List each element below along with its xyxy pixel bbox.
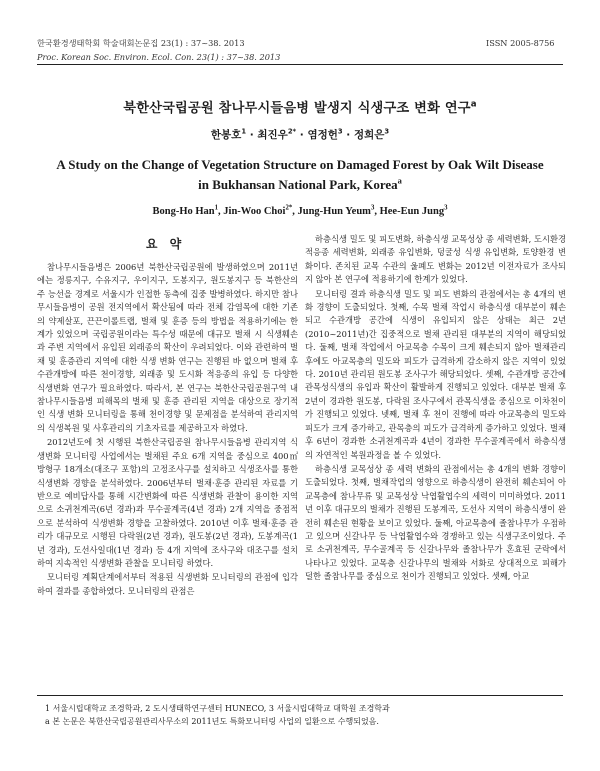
footnote-divider bbox=[37, 695, 563, 696]
footnotes bbox=[45, 702, 565, 728]
title-english-line-2 bbox=[0, 177, 600, 193]
author-en-name: Jung-Hun Yeum bbox=[297, 206, 371, 217]
author-en-affiliation-mark: 3 bbox=[370, 204, 375, 212]
title-korean bbox=[0, 97, 600, 116]
author-ko-affiliation-mark: 3 bbox=[337, 127, 343, 136]
body-column-left bbox=[37, 261, 298, 599]
author-ko-name: 한봉호 bbox=[210, 129, 242, 141]
body-column-right bbox=[305, 233, 566, 585]
author-ko-name: 최진우 bbox=[257, 129, 288, 141]
author-en-affiliation-mark: 1 bbox=[214, 204, 219, 212]
author-ko-name: 정희은 bbox=[353, 129, 385, 141]
authors-english bbox=[0, 206, 600, 217]
header-divider bbox=[37, 64, 563, 65]
title-english-footnote-mark: a bbox=[397, 175, 402, 186]
author-en-name: Bong-Ho Han bbox=[152, 206, 215, 217]
body-paragraph: 모니터링 계획단계에서부터 적용된 식생변화 모니터링의 관점에 입각하여 결과를 종합하였다. 모니터링의 관점은 bbox=[37, 572, 298, 596]
title-korean-footnote-mark: a bbox=[470, 99, 477, 110]
title-korean-text: 북한산국립공원 참나무시들음병 발생지 식생구조 변화 연구 bbox=[123, 101, 471, 116]
journal-citation-ko: 한국환경생태학회 학술대회논문집 23(1) : 37~38. 2013 bbox=[37, 38, 245, 48]
author-ko-affiliation-mark: 1 bbox=[241, 127, 247, 136]
body-paragraph: 참나무시들음병은 2006년 북한산국립공원에 발생하였으며 2011년에는 정릉지구, 수유지구, 우이지구, 도봉지구, 원도봉지구 등 북한산의 주 능선을 경계로 서울시가 인접한 동측에 집중 발병하였다. 하지만 참나무시들음병이 공원 전지역에서 확산됨에 따라 전체 감염목에 대한 기존의 약제살포, 끈끈이롤트랩, 벌채 및 훈증 등의 방법을 적용하기에는 한계가 있었으며 국립공원이라는 특수성 때문에 대규모 벌채 시 식생훼손과 주변 지역에서 유입된 외래종의 확산이 우려되었다. 이와 관련하여 벌채 및 훈증관리 지역에 대한 식생 변화 연구는 진행된 바 없으며 벌채 후 수관개방에 따른 천이경향, 외래종 및 도시화 적응종의 유입 등 다양한 식생변화 연구가 필요하였다. 따라서, 본 연구는 북한산국립공원구역 내 참나무시들음병 피해목의 벌채 및 훈증 관리된 지역을 대상으로 장기적인 식생 변화 모니터링을 통해 천이경향 및 문제점을 분석하여 관리지역의 식생복원 및 사후관리의 기초자료를 제공하고자 하였다. bbox=[37, 262, 298, 433]
author-ko-separator: · bbox=[342, 129, 354, 141]
author-ko-separator: · bbox=[246, 129, 258, 141]
author-en-affiliation-mark: 3 bbox=[444, 204, 448, 212]
title-english-line-2-text: in Bukhansan National Park, Korea bbox=[198, 177, 398, 192]
author-en-affiliation-mark: 2* bbox=[285, 204, 293, 212]
author-en-name: Hee-Eun Jung bbox=[379, 206, 445, 217]
body-paragraph: 하층식생 밀도 및 피도변화, 하층식생 교목성상 종 세력변화, 도시환경 적응종 세력변화, 외래종 유입변화, 덩굴성 식생 유입변화, 토양환경 변화이다. 존치된 교목 수관의 울폐도 변화는 2012년 이전자료가 조사되지 않아 본 연구에 적용하기에 한계가 있었다. bbox=[305, 234, 566, 285]
author-en-name: Jin-Woo Choi bbox=[223, 206, 286, 217]
body-paragraph: 하층식생 교목성상 종 세력 변화의 관점에서는 총 4개의 변화 경향이 도출되었다. 첫째, 벌채작업의 영향으로 하층식생이 완전히 훼손되어 아교목층에 참나무류 및 교목성상 낙엽활엽수의 세력이 미미하였다. 2011년 이후 대규모의 벌채가 진행된 도봉계곡, 도선사 지역이 하층식생이 완전히 훼손된 현황을 보이고 있었다. 둘째, 아교목층에 졸참나무가 우점하고 있으며 신갈나무 등 낙엽활엽수와 경쟁하고 있는 식생구조이었다. 주로 소귀천계곡, 무수골계곡 등 신갈나무와 졸참나무가 혼효된 군락에서 나타나고 있었다. 교목층 신갈나무의 벌채와 서화로 상대적으로 피해가 덜한 졸참나무를 중심으로 천이가 진행되고 있었다. 셋째, 아교 bbox=[305, 463, 566, 582]
author-ko-name: 염정헌 bbox=[307, 129, 338, 141]
author-en-separator: , bbox=[292, 206, 298, 217]
title-english-line-1: A Study on the Change of Vegetation Structure on Damaged Forest by Oak Wilt Disease bbox=[56, 157, 544, 172]
author-ko-affiliation-mark: 2* bbox=[287, 127, 297, 136]
abstract-heading: 요 약 bbox=[145, 237, 186, 251]
author-en-separator: , bbox=[218, 206, 224, 217]
author-en-separator: , bbox=[374, 206, 380, 217]
journal-citation-en: Proc. Korean Soc. Environ. Ecol. Con. 23(1) : 37~38. 2013 bbox=[37, 52, 281, 62]
authors-korean bbox=[0, 127, 600, 142]
author-ko-affiliation-mark: 3 bbox=[384, 127, 390, 136]
footnote-line: 1 서울시립대학교 조경학과, 2 도시생태학연구센터 HUNECO, 3 서울시립대학교 대학원 조경학과 bbox=[45, 704, 390, 713]
issn-label: ISSN 2005-8756 bbox=[486, 38, 555, 48]
body-paragraph: 모니터링 결과 하층식생 밀도 및 피도 변화의 관점에서는 총 4개의 변화 경향이 도출되었다. 첫째, 수목 벌채 작업시 하층식생 대부분이 훼손되고 수관개방 공간에 식생이 유입되지 않은 상태는 최근 2년(2010~2011년)간 집중적으로 벌채 관리된 대부분의 지역이 해당되었다. 둘째, 벌채 작업에서 아교목층 수목이 크게 훼손되지 않아 벌채관리 후에도 아교목층의 밀도와 피도가 급격하게 감소하지 않은 지역이 있었다. 2010년 관리된 원도봉 조사구가 해당되었다. 셋째, 수관개방 공간에 관목성식생의 유입과 확산이 활발하게 진행되고 있었다. 대부분 벌채 후 2년이 경과한 원도봉, 다락원 조사구에서 관목식생을 중심으로 이차천이가 진행되고 있었다. 넷째, 벌채 후 천이 진행에 따라 아교목층의 밀도와 피도가 크게 증가하고, 관목층의 피도가 급격하게 증가하고 있었다. 벌채 후 6년이 경과한 소귀천계곡과 4년이 경과한 무수골계곡에서 하층식생의 자연적인 복원과정을 볼 수 있었다. bbox=[305, 288, 566, 460]
body-paragraph: 2012년도에 첫 시행된 북한산국립공원 참나무시들음병 관리지역 식생변화 모니터링 사업에서는 벌채된 주요 6개 지역을 중심으로 400㎡ 방형구 18개소(대조구 포함)의 고정조사구를 설치하고 식생조사를 통한 식생변화 경향을 분석하였다. 2006년부터 벌채·훈증 관리된 자료를 기반으로 예비답사를 통해 시간변화에 따른 식생변화 관찰이 용이한 지역으로 소귀천계곡(6년 경과)과 무수골계곡(4년 경과) 2개 지역을 중점적으로 분석하여 식생변화 경향을 고찰하였다. 2010년 이후 벌채·훈증 관리가 대규모로 시행된 다락원(2년 경과), 원도봉(2년 경과), 도봉계곡(1년 경과), 도선사일대(1년 경과) 등 4개 지역에 조사구와 대조구를 설치하여 지속적인 식생변화 관찰을 모니터링 하였다. bbox=[37, 437, 298, 568]
author-ko-separator: · bbox=[296, 129, 308, 141]
footnote-line: a 본 논문은 북한산국립공원관리사무소의 2011년도 특화모니터링 사업의 일환으로 수행되었음. bbox=[45, 717, 379, 726]
